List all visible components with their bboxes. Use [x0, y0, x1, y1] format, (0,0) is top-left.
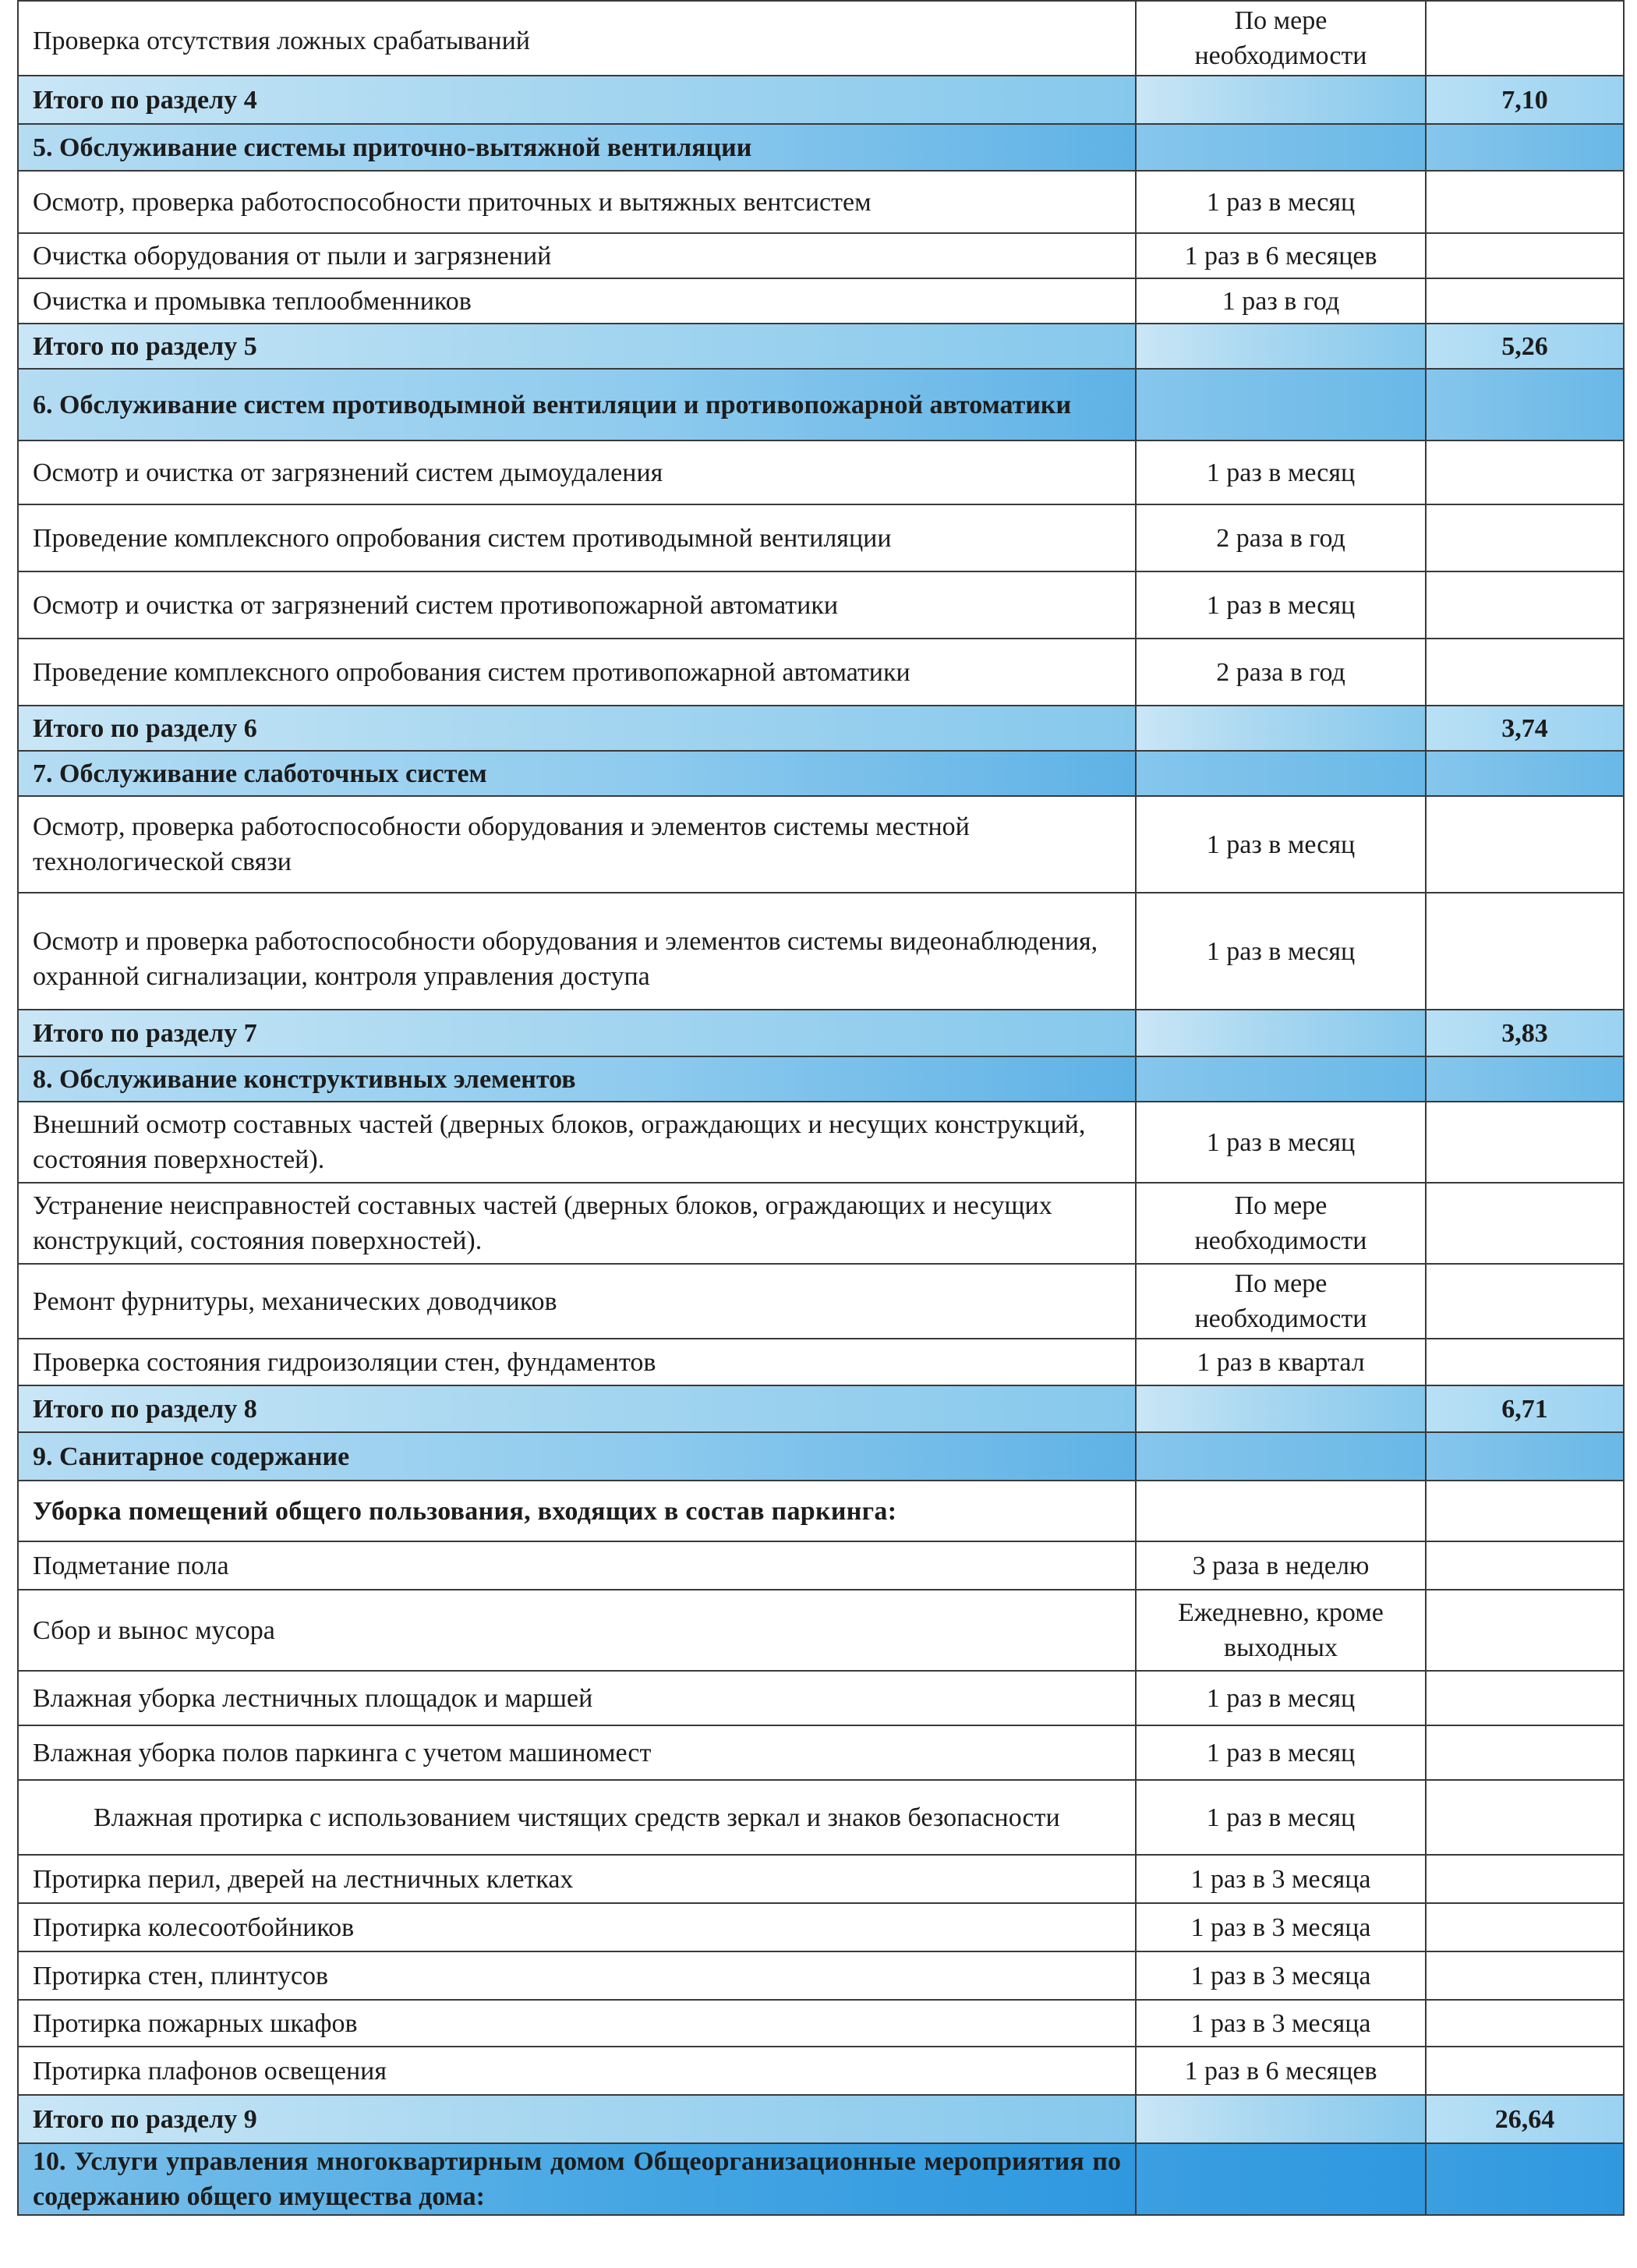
period-cell: 1 раз в месяц [1136, 1102, 1426, 1183]
subheading-row [18, 1481, 1624, 1541]
cost-cell [1426, 441, 1624, 504]
total-value: 6,71 [1426, 1385, 1624, 1432]
cost-cell [1426, 1, 1624, 76]
work-cell: Протирка колесоотбойников [18, 1903, 1136, 1951]
work-cell: Влажная уборка полов паркинга с учетом машиномест [18, 1725, 1136, 1780]
table-row [18, 1541, 1624, 1590]
section-total-row [18, 324, 1624, 369]
table-row [18, 893, 1624, 1010]
period-cell: 1 раз в месяц [1136, 171, 1426, 233]
period-cell [1136, 2095, 1426, 2143]
total-value: 26,64 [1426, 2095, 1624, 2143]
cost-cell [1426, 1951, 1624, 2000]
table-row [18, 1903, 1624, 1951]
work-cell: Очистка и промывка теплообменников [18, 278, 1136, 324]
work-cell: Очистка оборудования от пыли и загрязнений [18, 233, 1136, 278]
work-cell [18, 1780, 1136, 1855]
total-label: Итого по разделу 9 [18, 2095, 1136, 2143]
total-label: Итого по разделу 7 [18, 1010, 1136, 1056]
table-row [18, 171, 1624, 233]
total-label: Итого по разделу 6 [18, 706, 1136, 751]
cost-cell [1426, 1903, 1624, 1951]
cost-cell [1426, 1671, 1624, 1725]
section-header-row [18, 2143, 1624, 2215]
cost-cell [1426, 1264, 1624, 1339]
table-row [18, 1780, 1624, 1855]
cost-cell [1426, 278, 1624, 324]
work-cell: Влажная уборка лестничных площадок и маршей [18, 1671, 1136, 1725]
period-cell: По мере необходимости [1136, 1, 1426, 76]
maintenance-schedule-table [17, 0, 1625, 2216]
table-row [18, 1183, 1624, 1264]
cost-cell [1426, 504, 1624, 571]
period-cell: 2 раза в год [1136, 504, 1426, 571]
work-cell: Проверка состояния гидроизоляции стен, фундаментов [18, 1339, 1136, 1385]
period-cell [1136, 369, 1426, 441]
cost-cell [1426, 124, 1624, 171]
work-cell: Протирка плафонов освещения [18, 2047, 1136, 2095]
cost-cell [1426, 2143, 1624, 2215]
table-row [18, 571, 1624, 639]
cost-cell [1426, 171, 1624, 233]
table-row [18, 1590, 1624, 1671]
table-row [18, 1855, 1624, 1903]
cost-cell [1426, 1481, 1624, 1541]
period-cell: 1 раз в 3 месяца [1136, 1951, 1426, 2000]
section-header-row [18, 1056, 1624, 1102]
period-cell: 1 раз в 6 месяцев [1136, 233, 1426, 278]
table-row [18, 2047, 1624, 2095]
cost-cell [1426, 1183, 1624, 1264]
section-title: 8. Обслуживание конструктивных элементов [18, 1056, 1136, 1102]
cost-cell [1426, 1541, 1624, 1590]
section-title: 10. Услуги управления многоквартирным домом Общеорганизационные мероприятия по содержанию общего имущества дома: [18, 2143, 1136, 2215]
total-value: 7,10 [1426, 76, 1624, 124]
subheading-text: Уборка помещений общего пользования, входящих в состав паркинга: [18, 1481, 1136, 1541]
period-cell: 1 раз в квартал [1136, 1339, 1426, 1385]
table-row [18, 1671, 1624, 1725]
section-title: 5. Обслуживание системы приточно-вытяжной вентиляции [18, 124, 1136, 171]
period-cell [1136, 1010, 1426, 1056]
total-value: 3,74 [1426, 706, 1624, 751]
table-row [18, 504, 1624, 571]
period-cell: 1 раз в месяц [1136, 796, 1426, 893]
period-cell: 3 раза в неделю [1136, 1541, 1426, 1590]
period-cell: 1 раз в 3 месяца [1136, 2000, 1426, 2047]
period-cell: 1 раз в год [1136, 278, 1426, 324]
cost-cell [1426, 2000, 1624, 2047]
total-label: Итого по разделу 4 [18, 76, 1136, 124]
table-row [18, 1, 1624, 76]
period-cell: 1 раз в месяц [1136, 441, 1426, 504]
table-row [18, 278, 1624, 324]
section-total-row [18, 1010, 1624, 1056]
period-cell: 1 раз в 6 месяцев [1136, 2047, 1426, 2095]
table-row [18, 1102, 1624, 1183]
period-cell: 1 раз в 3 месяца [1136, 1855, 1426, 1903]
period-cell [1136, 751, 1426, 796]
work-cell: Осмотр, проверка работоспособности оборудования и элементов системы местной технологической связи [18, 796, 1136, 893]
period-cell: 1 раз в месяц [1136, 1725, 1426, 1780]
section-header-row [18, 124, 1624, 171]
cost-cell [1426, 369, 1624, 441]
section-header-row [18, 369, 1624, 441]
cost-cell [1426, 233, 1624, 278]
cost-cell [1426, 2047, 1624, 2095]
cost-cell [1426, 893, 1624, 1010]
period-cell: 2 раза в год [1136, 639, 1426, 706]
period-cell [1136, 324, 1426, 369]
period-cell: 1 раз в месяц [1136, 1671, 1426, 1725]
table-row [18, 1725, 1624, 1780]
cost-cell [1426, 1339, 1624, 1385]
section-header-row [18, 751, 1624, 796]
cost-cell [1426, 639, 1624, 706]
cost-cell [1426, 1590, 1624, 1671]
period-cell: 1 раз в месяц [1136, 571, 1426, 639]
period-cell: 1 раз в 3 месяца [1136, 1903, 1426, 1951]
section-total-row [18, 1385, 1624, 1432]
cost-cell [1426, 1056, 1624, 1102]
table-row [18, 1951, 1624, 2000]
total-label: Итого по разделу 5 [18, 324, 1136, 369]
section-title: 9. Санитарное содержание [18, 1432, 1136, 1481]
work-text: Влажная протирка с использованием чистящих средств зеркал и знаков безопасности [94, 1803, 1060, 1832]
work-cell: Протирка пожарных шкафов [18, 2000, 1136, 2047]
section-total-row [18, 706, 1624, 751]
section-total-row [18, 2095, 1624, 2143]
work-cell: Проведение комплексного опробования систем противодымной вентиляции [18, 504, 1136, 571]
period-cell [1136, 1432, 1426, 1481]
period-cell: По мере необходимости [1136, 1264, 1426, 1339]
table-row [18, 2000, 1624, 2047]
period-cell: 1 раз в месяц [1136, 893, 1426, 1010]
period-cell [1136, 76, 1426, 124]
work-cell: Сбор и вынос мусора [18, 1590, 1136, 1671]
period-cell [1136, 1385, 1426, 1432]
work-cell: Устранение неисправностей составных частей (дверных блоков, ограждающих и несущих конструкций, состояния поверхностей). [18, 1183, 1136, 1264]
section-title: 7. Обслуживание слаботочных систем [18, 751, 1136, 796]
work-cell: Осмотр и очистка от загрязнений систем дымоудаления [18, 441, 1136, 504]
cost-cell [1426, 1725, 1624, 1780]
work-cell: Проведение комплексного опробования систем противопожарной автоматики [18, 639, 1136, 706]
cost-cell [1426, 1855, 1624, 1903]
work-cell: Осмотр, проверка работоспособности приточных и вытяжных вентсистем [18, 171, 1136, 233]
total-value: 3,83 [1426, 1010, 1624, 1056]
cost-cell [1426, 571, 1624, 639]
table-row [18, 639, 1624, 706]
period-cell: 1 раз в месяц [1136, 1780, 1426, 1855]
period-cell [1136, 124, 1426, 171]
work-cell: Проверка отсутствия ложных срабатываний [18, 1, 1136, 76]
section-total-row [18, 76, 1624, 124]
section-title: 6. Обслуживание систем противодымной вентиляции и противопожарной автоматики [18, 369, 1136, 441]
cost-cell [1426, 1432, 1624, 1481]
period-cell [1136, 1056, 1426, 1102]
cost-cell [1426, 1780, 1624, 1855]
cost-cell [1426, 1102, 1624, 1183]
work-cell: Осмотр и проверка работоспособности оборудования и элементов системы видеонаблюдения, охранной сигнализации, контроля управления доступа [18, 893, 1136, 1010]
cost-cell [1426, 751, 1624, 796]
table-row [18, 441, 1624, 504]
period-cell: Ежедневно, кроме выходных [1136, 1590, 1426, 1671]
period-cell [1136, 706, 1426, 751]
work-cell: Осмотр и очистка от загрязнений систем противопожарной автоматики [18, 571, 1136, 639]
work-cell: Протирка перил, дверей на лестничных клетках [18, 1855, 1136, 1903]
table-row [18, 1264, 1624, 1339]
table-row [18, 233, 1624, 278]
total-label: Итого по разделу 8 [18, 1385, 1136, 1432]
work-cell: Подметание пола [18, 1541, 1136, 1590]
period-cell [1136, 1481, 1426, 1541]
table-row [18, 1339, 1624, 1385]
period-cell [1136, 2143, 1426, 2215]
cost-cell [1426, 796, 1624, 893]
work-cell: Протирка стен, плинтусов [18, 1951, 1136, 2000]
work-cell: Внешний осмотр составных частей (дверных блоков, ограждающих и несущих конструкций, состояния поверхностей). [18, 1102, 1136, 1183]
section-header-row [18, 1432, 1624, 1481]
period-cell: По мере необходимости [1136, 1183, 1426, 1264]
table-row [18, 796, 1624, 893]
total-value: 5,26 [1426, 324, 1624, 369]
work-cell: Ремонт фурнитуры, механических доводчиков [18, 1264, 1136, 1339]
